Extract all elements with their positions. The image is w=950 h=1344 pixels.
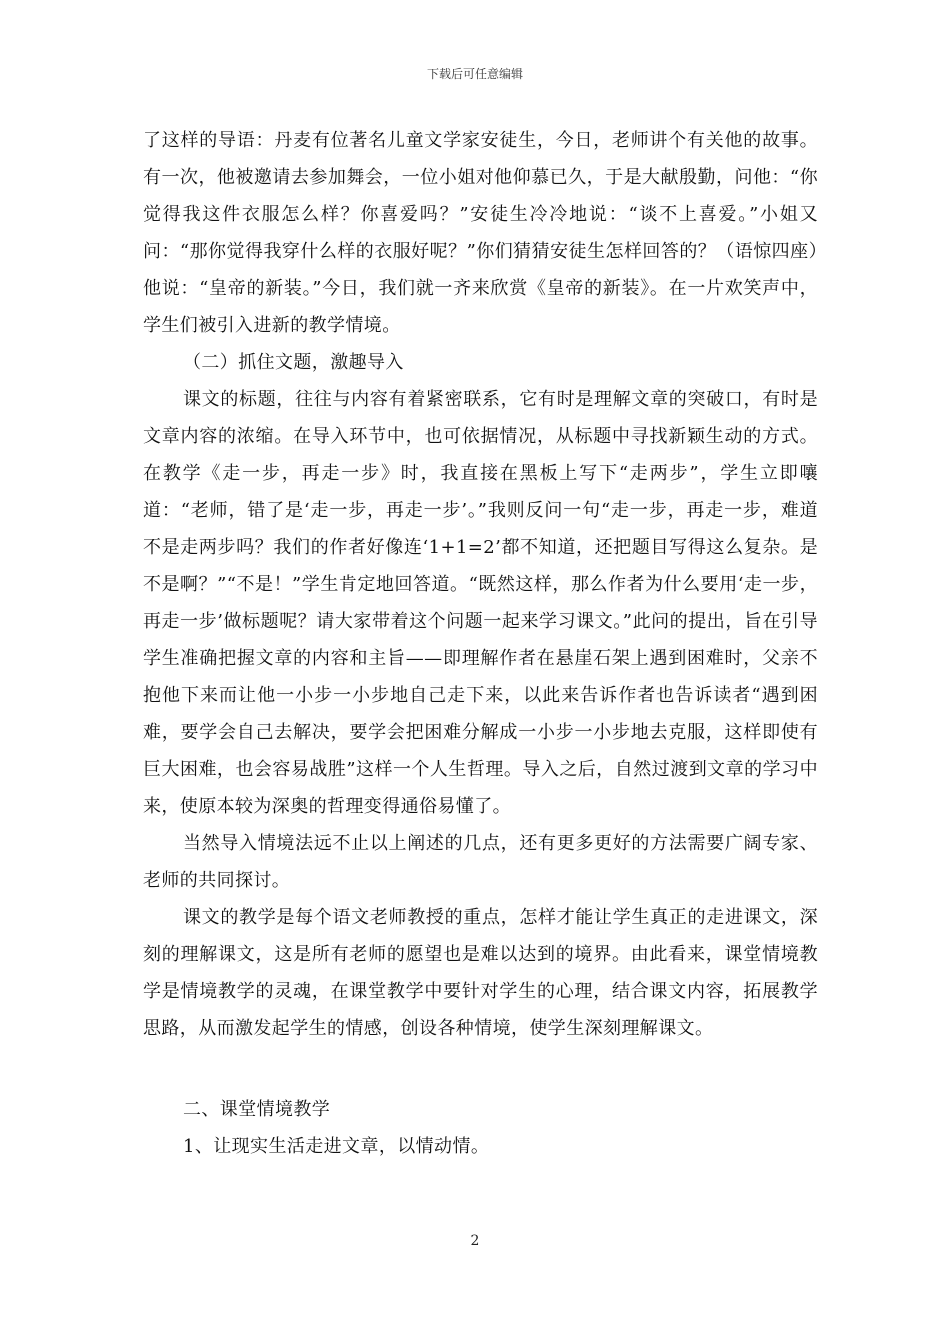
paragraph-conclusion-intro: 当然导入情境法远不止以上阐述的几点，还有更多更好的方法需要广阔专家、老师的共同探讨。 — [143, 833, 818, 891]
paragraph-title-example: 课文的标题，往往与内容有着紧密联系，它有时是理解文章的突破口，有时是文章内容的浓缩。在导入环节中，也可依据情况，从标题中寻找新颖生动的方式。在教学《走一步，再走一步》时，我直接在黑板上写下“走两步”，学生立即嚷道：“老师，错了是‘走一步，再走一步’。”我则反问一句“走一步，再走一步，难道不是走两步吗？我们的作者好像连‘1+1=2’都不知道，还把题目写得这么复杂。是不是啊？”“不是！”学生肯定地回答道。“既然这样，那么作者为什么要用‘走一步，再走一步’做标题呢？请大家带着这个问题一起来学习课文。”此问的提出，旨在引导学生准确把握文章的内容和主旨——即理解作者在悬崖石架上遇到困难时，父亲不抱他下来而让他一小步一小步地自己走下来，以此来告诉作者也告诉读者“遇到困难，要学会自己去解决，要学会把困难分解成一小步一小步地去克服，这样即使有巨大困难，也会容易战胜”这样一个人生哲理。导入之后，自然过渡到文章的学习中来，使原本较为深奥的哲理变得通俗易懂了。 — [143, 389, 818, 817]
paragraph-classroom-teaching: 课文的教学是每个语文老师教授的重点，怎样才能让学生真正的走进课文，深刻的理解课文，这是所有老师的愿望也是难以达到的境界。由此看来，课堂情境教学是情境教学的灵魂，在课堂教学中要针对学生的心理，结合课文内容，拓展教学思路，从而激发起学生的情感，创设各种情境，使学生深刻理解课文。 — [143, 907, 818, 1039]
page-number: 2 — [470, 1233, 480, 1249]
section-heading-classroom: 二、课堂情境教学 — [183, 1099, 331, 1120]
paragraph-intro-story: 了这样的导语：丹麦有位著名儿童文学家安徒生，今日，老师讲个有关他的故事。有一次，他被邀请去参加舞会，一位小姐对他仰慕已久，于是大献殷勤，问他：“你觉得我这件衣服怎么样？你喜爱吗？”安徒生冷冷地说：“谈不上喜爱。”小姐又问：“那你觉得我穿什么样的衣服好呢？”你们猜猜安徒生怎样回答的？（语惊四座）他说：“皇帝的新装。”今日，我们就一齐来欣赏《皇帝的新装》。在一片欢笑声中，学生们被引入进新的教学情境。 — [143, 130, 818, 336]
subheading-real-life: 1、让现实生活走进文章，以情动情。 — [183, 1136, 490, 1157]
section-spacer — [143, 1047, 818, 1091]
page-header: 下载后可任意编辑 — [426, 67, 523, 81]
document-body — [143, 122, 818, 1165]
section-heading-title-intro: （二）抓住文题，激趣导入 — [183, 352, 404, 373]
